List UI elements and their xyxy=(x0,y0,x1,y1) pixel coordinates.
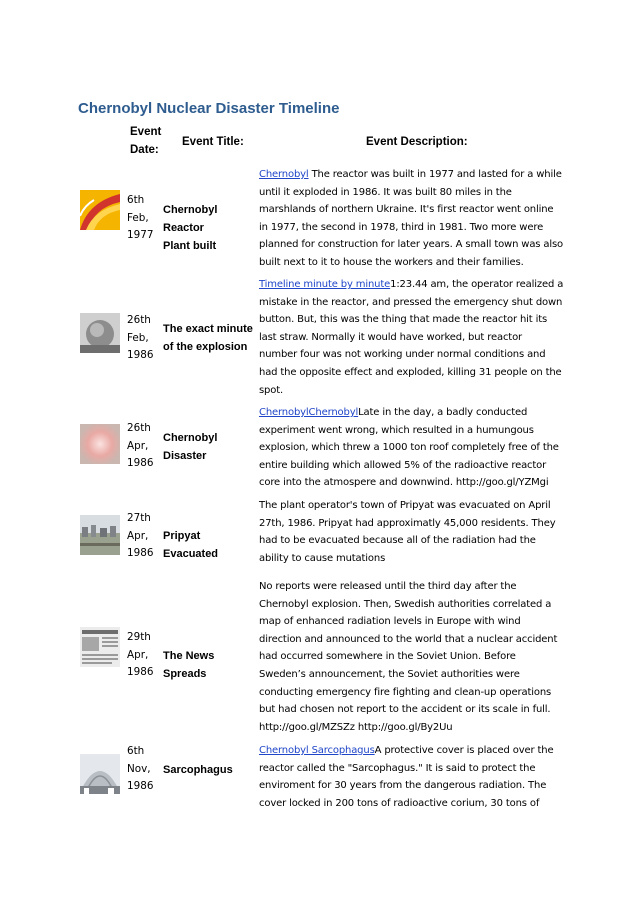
event-description: Chernobyl SarcophagusA protective cover is placed over the reactor called the "Sarcophagus." It is said to protect the enviroment for 30 years from the dangerous radiation. The cover locked in 200 tons of radioactive corium, 30 tons of xyxy=(259,745,554,809)
event-date: 29th Apr, 1986 xyxy=(127,631,154,679)
event-title: Chernobyl Reactor Plant built xyxy=(163,204,218,252)
header-date-line2: Date: xyxy=(130,144,159,156)
header-event-date xyxy=(130,123,170,159)
event-description: The plant operator's town of Pripyat was evacuated on April 27th, 1986. Pripyat had approximatly 45,000 residents. They had to be evacuated because all of the radiation had the ability to cause mutations xyxy=(259,500,556,564)
event-date: 26th Apr, 1986 xyxy=(127,422,154,470)
event-date: 6th Feb, 1977 xyxy=(127,194,154,242)
event-description: No reports were released until the third day after the Chernobyl explosion. Then, Swedish authorities correlated a map of enhanced radiation levels in Europe with wind direction and announced to the world that a nuclear accident had occurred somewhere in the Soviet Union. Before Sweden’s announcement, the Soviet authorities were conducting emergency fire fighting and clean-up operations but had chosen not report to the accident or its scale in full. http://goo.gl/MZSZz http://goo.gl/By2Uu xyxy=(259,581,558,733)
timeline-minute-link[interactable]: Timeline minute by minute xyxy=(259,279,391,290)
event-title: The News Spreads xyxy=(163,650,215,680)
header-event-title: Event Title: xyxy=(182,136,244,148)
header-event-description: Event Description: xyxy=(366,136,468,148)
explosion-photo-thumbnail xyxy=(80,313,120,353)
event-title: Sarcophagus xyxy=(163,764,233,776)
event-title: Chernobyl Disaster xyxy=(163,432,218,462)
event-description: Timeline minute by minute1:23.44 am, the operator realized a mistake in the reactor, and pressed the emergency shut down button. But, this was the thing that made the reactor hit its last straw. Normally it would have worked, but reactor number four was not working under normal conditions and had the opposite effect and exploded, killing 31 people on the spot. xyxy=(259,279,564,396)
chernobyl-disaster-link[interactable]: ChernobylChernobyl xyxy=(259,407,359,418)
chernobyl-link[interactable]: Chernobyl xyxy=(259,169,309,180)
glow-photo-thumbnail xyxy=(80,424,120,464)
event-title: Pripyat Evacuated xyxy=(163,530,219,560)
event-title: The exact minute of the explosion xyxy=(163,323,253,353)
event-description: ChernobylChernobylLate in the day, a badly conducted experiment went wrong, which resulted in a humungous explosion, which threw a 1000 ton roof completely free of the entire building which allowed 5% of the radioactive reactor core into the atmospere and downwind. http://goo.gl/YZMgi xyxy=(259,407,559,489)
chernobyl-sarcophagus-link[interactable]: Chernobyl Sarcophagus xyxy=(259,745,375,756)
page-title: Chernobyl Nuclear Disaster Timeline xyxy=(78,100,340,117)
event-date: 27th Apr, 1986 xyxy=(127,512,154,560)
event-description: Chernobyl The reactor was built in 1977 and lasted for a while until it exploded in 1986. It was built 80 miles in the marshlands of northern Ukraine. It's first reactor went online in 1977, the second in 1978, third in 1981. Two more were planned for construction for later years. A small town was also built next to it to house the workers and their families. xyxy=(259,169,564,268)
reactor-logo-thumbnail xyxy=(80,190,120,230)
sarcophagus-photo-thumbnail xyxy=(80,754,120,794)
event-date: 26th Feb, 1986 xyxy=(127,314,154,362)
pripyat-photo-thumbnail xyxy=(80,515,120,555)
newspaper-thumbnail xyxy=(80,627,120,667)
event-date: 6th Nov, 1986 xyxy=(127,745,154,793)
header-date-line1: Event xyxy=(130,126,162,138)
